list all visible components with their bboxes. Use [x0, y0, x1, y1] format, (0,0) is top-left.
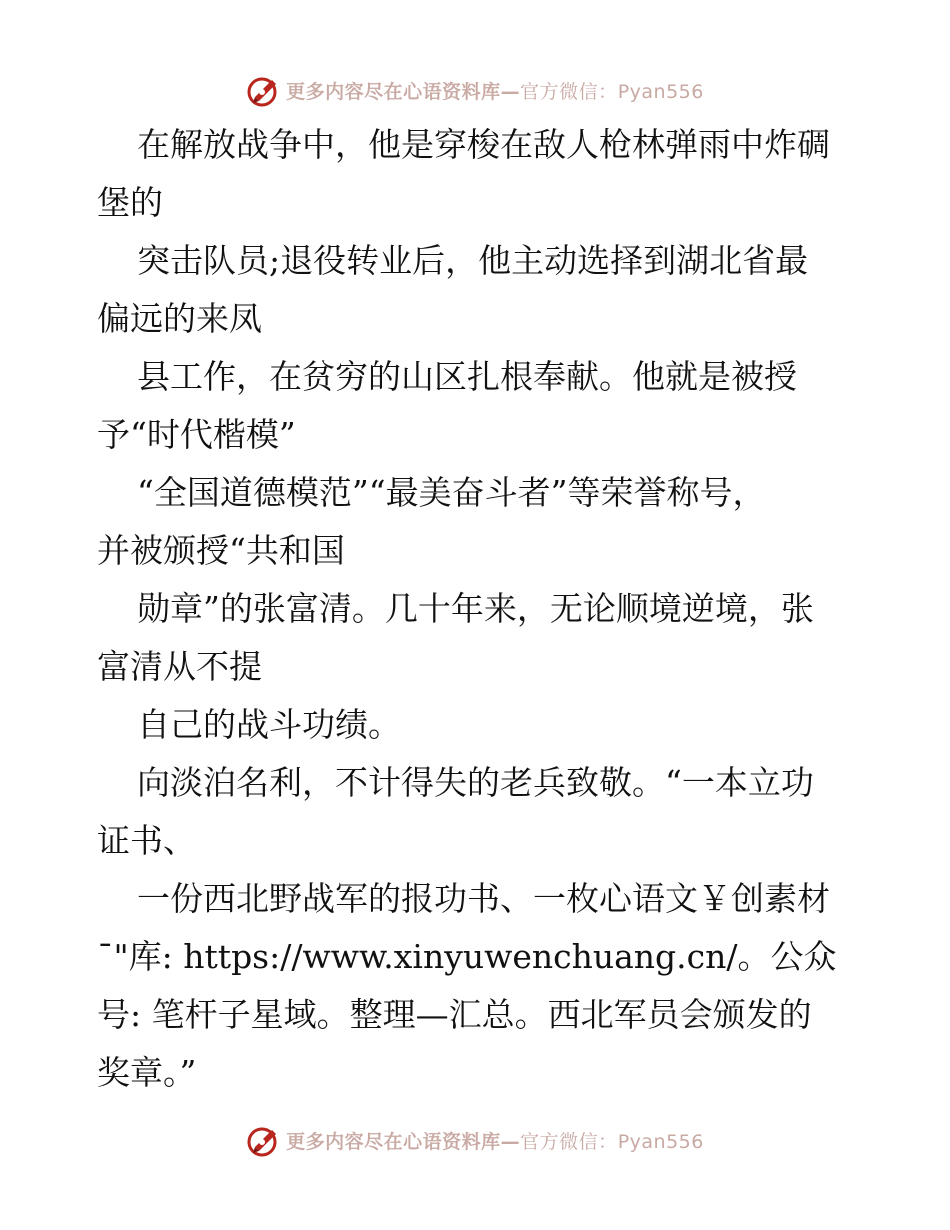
- red-pen-circle-icon: [246, 72, 282, 108]
- text-line: 勋章”的张富清。几十年来，无论顺境逆境，张: [137, 589, 814, 628]
- text-line: 向淡泊名利，不计得失的老兵致敬。“一本立功: [137, 763, 814, 802]
- footer-banner: [0, 1120, 950, 1160]
- text-line: 并被颁授“共和国: [97, 531, 345, 570]
- header-banner: [0, 70, 950, 110]
- document-body: [97, 116, 857, 1102]
- text-line: 堡的: [97, 183, 163, 222]
- text-line: 突击队员;退役转业后，他主动选择到湖北省最: [137, 241, 809, 280]
- red-pen-circle-icon: [246, 1122, 282, 1158]
- text-line: 县工作，在贫穷的山区扎根奉献。他就是被授: [137, 357, 797, 396]
- banner-separator: —: [500, 1130, 521, 1153]
- text-line: 富清从不提: [97, 647, 262, 686]
- text-line: “全国道德模范”“最美奋斗者”等荣誉称号，: [137, 473, 766, 512]
- banner-text: [286, 77, 704, 104]
- text-line: ¯"库: https://www.xinyuwenchuang.cn/。公众: [97, 937, 837, 976]
- banner-text: [286, 1127, 704, 1154]
- text-line: 号: 笔杆子星域。整理—汇总。西北军员会颁发的: [97, 995, 812, 1034]
- banner-wechat-label: 官方微信：: [520, 80, 618, 103]
- banner-wechat-id: Pyan556: [617, 1130, 704, 1153]
- text-line: 证书、: [97, 821, 196, 860]
- text-line: 在解放战争中，他是穿梭在敌人枪林弹雨中炸碉: [137, 125, 830, 164]
- text-line: 自己的战斗功绩。: [137, 705, 401, 744]
- text-line: 一份西北野战军的报功书、一枚心语文￥创素材: [137, 879, 830, 918]
- banner-slogan: 更多内容尽在心语资料库: [286, 80, 501, 103]
- banner-separator: —: [500, 80, 521, 103]
- banner-slogan: 更多内容尽在心语资料库: [286, 1130, 501, 1153]
- banner-wechat-label: 官方微信：: [520, 1130, 618, 1153]
- banner-wechat-id: Pyan556: [617, 80, 704, 103]
- text-line: 偏远的来凤: [97, 299, 262, 338]
- text-line: 奖章。”: [97, 1053, 197, 1092]
- text-line: 予“时代楷模”: [97, 415, 296, 454]
